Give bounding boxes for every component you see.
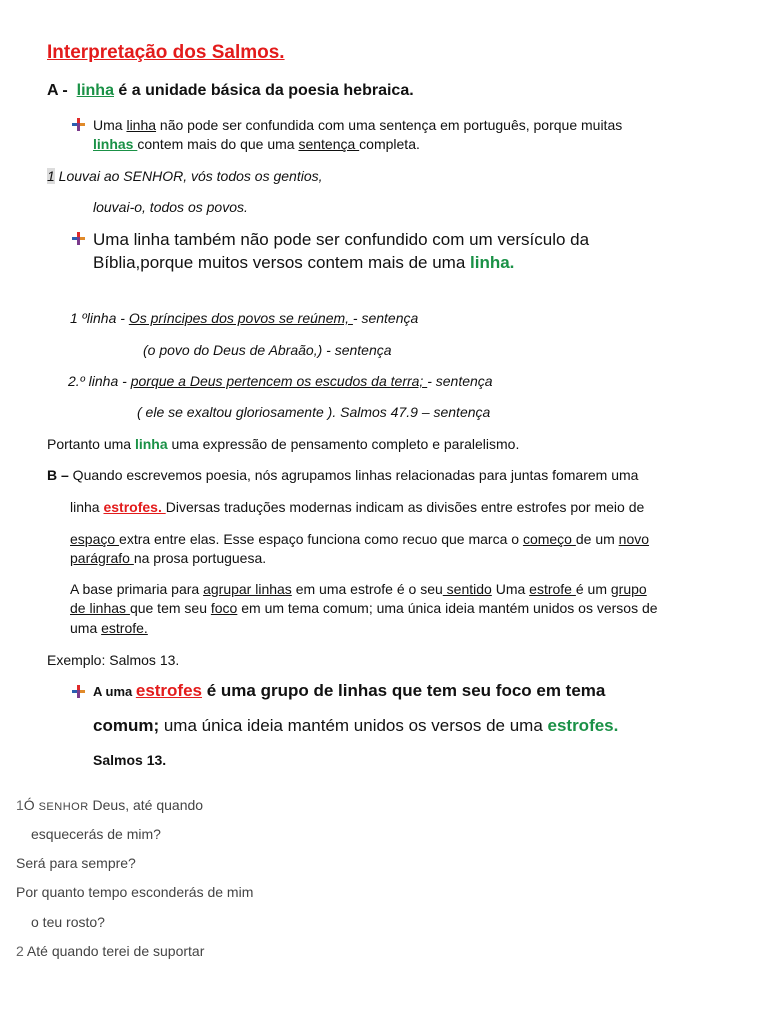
portanto-text: Portanto uma	[47, 436, 135, 452]
line-text: porque a Deus pertencem os escudos da terra;	[130, 373, 428, 389]
psalm-line6	[16, 943, 204, 959]
bullet2-line1: Uma linha também não pode ser confundido com um versículo da	[93, 230, 590, 249]
section-b-espaco: espaço	[70, 531, 120, 547]
psalm-text: Deus, até quando	[88, 797, 204, 813]
psalm-text: Ó	[23, 797, 39, 813]
bullet1-text: contem mais do que uma	[137, 136, 299, 152]
base-underlined: estrofe	[529, 581, 576, 597]
line-suffix: - sentença	[352, 310, 419, 326]
bullet3-text: uma única ideia mantém unidos os versos de uma	[159, 716, 548, 735]
section-b-text: Quando escrevemos poesia, nós agrupamos linhas relacionadas para juntas fomarem uma	[68, 467, 639, 483]
bullet1-line1	[93, 117, 622, 133]
line1-example	[70, 310, 418, 326]
bullet1-text: Uma	[93, 117, 127, 133]
section-b-line1	[47, 467, 638, 483]
bullet-icon	[72, 118, 85, 131]
psalm-line5: o teu rosto?	[31, 914, 105, 930]
base-text: em uma estrofe é o seu	[291, 581, 443, 597]
bullet1-text: completa.	[359, 136, 420, 152]
bullet3-text: é uma grupo de linhas que tem seu foco em tema	[202, 681, 606, 700]
section-b-text: Diversas traduções modernas indicam as divisões entre estrofes por meio de	[165, 499, 645, 515]
base-line3	[70, 620, 148, 636]
bullet-icon	[72, 232, 85, 245]
base-text: que tem seu	[129, 600, 211, 616]
bullet2-linha: linha.	[470, 253, 515, 272]
base-underlined: agrupar linhas	[203, 581, 292, 597]
line-label: 1 ºlinha -	[70, 310, 129, 326]
psalm-line2: esquecerás de mim?	[31, 826, 161, 842]
psalm-line4: Por quanto tempo esconderás de mim	[16, 884, 254, 900]
verse-number: 1	[47, 168, 55, 184]
section-b-text: na prosa portuguesa.	[133, 550, 267, 566]
bullet3-text: A uma	[93, 684, 136, 699]
exemplo-label: Exemplo: Salmos 13.	[47, 652, 180, 668]
base-underlined: sentido	[442, 581, 492, 597]
psalm-line3: Será para sempre?	[16, 855, 136, 871]
bullet-icon	[72, 685, 85, 698]
section-a-prefix: A -	[47, 82, 68, 99]
bullet3-salmos: Salmos 13.	[93, 752, 167, 768]
portanto-paragraph	[47, 436, 519, 452]
base-underlined: foco	[210, 600, 238, 616]
page-title: Interpretação dos Salmos.	[47, 42, 285, 63]
section-b-novo: novo	[618, 531, 650, 547]
base-line2	[70, 600, 658, 616]
psalm-text: Até quando terei de suportar	[23, 943, 205, 959]
section-b-text: linha	[70, 499, 104, 515]
line-text: Os príncipes dos povos se reúnem,	[128, 310, 353, 326]
line3-example	[68, 373, 493, 389]
verse1-line1	[47, 168, 323, 184]
line2-example: (o povo do Deus de Abraão,) - sentença	[143, 342, 392, 358]
bullet2-line2	[93, 253, 514, 273]
base-text: em um tema comum; uma única ideia mantém unidos os versos de	[237, 600, 658, 616]
portanto-text: uma expressão de pensamento completo e paralelismo.	[167, 436, 520, 452]
section-b-line2	[70, 499, 644, 515]
section-b-text: extra entre elas. Esse espaço funciona como recuo que marca o	[119, 531, 523, 547]
section-a-rest: é a unidade básica da poesia hebraica.	[118, 82, 414, 99]
bullet1-linhas: linhas	[93, 136, 138, 152]
base-line1	[70, 581, 647, 597]
bullet3-line2	[93, 716, 618, 736]
section-b-estrofes: estrofes.	[103, 499, 166, 515]
bullet2-text: Bíblia,porque muitos versos contem mais de uma	[93, 253, 471, 272]
section-b-paragrafo: parágrafo	[70, 550, 134, 566]
section-b-comeco: começo	[522, 531, 576, 547]
bullet3-estrofes: estrofes	[135, 681, 202, 700]
bullet1-line2	[93, 136, 420, 152]
verse-text: Louvai ao SENHOR, vós todos os gentios,	[54, 168, 323, 184]
bullet3-line1	[93, 681, 605, 701]
bullet1-linha: linha	[126, 117, 157, 133]
section-b-line3	[70, 531, 649, 547]
line-label: 2.º linha -	[68, 373, 131, 389]
section-a-word: linha	[76, 82, 114, 99]
bullet3-comum: comum;	[93, 716, 160, 735]
bullet1-text: não pode ser confundida com uma sentença em português, porque muitas	[156, 117, 623, 133]
base-underlined: grupo	[610, 581, 647, 597]
base-underlined: estrofe.	[101, 620, 148, 636]
section-a-heading	[47, 82, 414, 100]
line4-example: ( ele se exaltou gloriosamente ). Salmos 47.9 – sentença	[137, 404, 491, 420]
base-text: uma	[70, 620, 102, 636]
section-b-line4	[70, 550, 266, 566]
line-suffix: - sentença	[427, 373, 493, 389]
base-underlined: de linhas	[70, 600, 130, 616]
psalm-senhor: SENHOR	[38, 801, 89, 813]
verse1-line2: louvai-o, todos os povos.	[93, 199, 248, 215]
section-b-label: B –	[47, 467, 69, 483]
portanto-linha: linha	[134, 436, 168, 452]
base-text: Uma	[491, 581, 530, 597]
section-b-text: de um	[575, 531, 619, 547]
bullet3-estrofes: estrofes.	[547, 716, 619, 735]
psalm-verse-number: 1	[16, 797, 24, 813]
psalm-line1	[16, 797, 203, 813]
base-text: é um	[575, 581, 611, 597]
bullet1-sentenca: sentença	[298, 136, 360, 152]
base-text: A base primaria para	[70, 581, 204, 597]
psalm-verse-number: 2	[16, 943, 24, 959]
